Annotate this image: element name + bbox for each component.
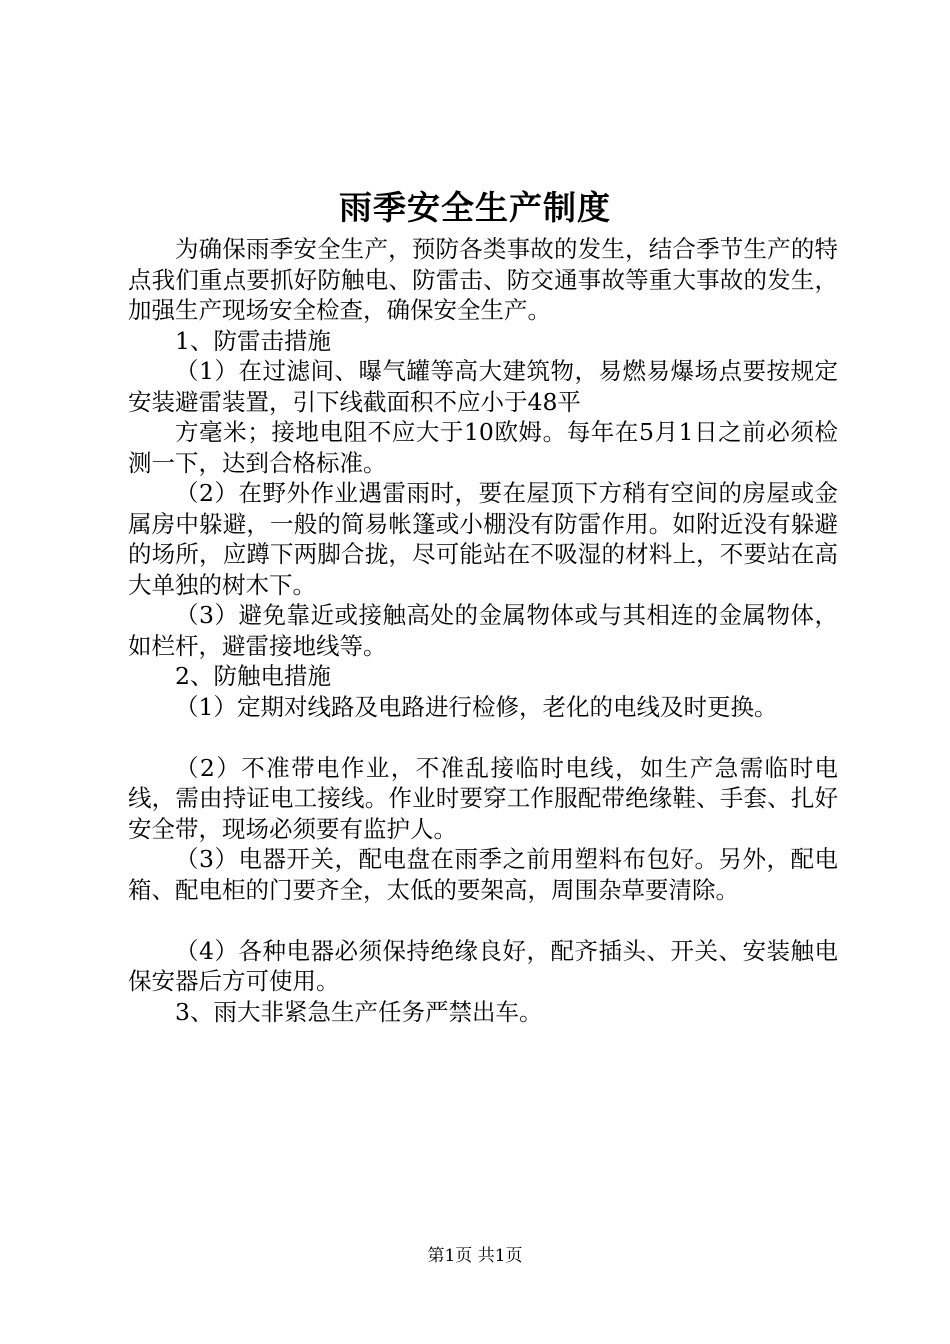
lightning-item-1-part-1: （1）在过滤间、曝气罐等高大建筑物，易燃易爆场点要按规定安装避雷装置，引下线截面积不应小于48平 (128, 357, 838, 416)
intro-paragraph: 为确保雨季安全生产，预防各类事故的发生，结合季节生产的特点我们重点要抓好防触电、防雷击、防交通事故等重大事故的发生，加强生产现场安全检查，确保安全生产。 (128, 235, 838, 324)
lightning-item-3: （3）避免靠近或接触高处的金属物体或与其相连的金属物体，如栏杆，避雷接地线等。 (128, 601, 838, 660)
electric-item-2: （2）不准带电作业，不准乱接临时电线，如生产急需临时电线，需由持证电工接线。作业时要穿工作服配带绝缘鞋、手套、扎好安全带，现场必须要有监护人。 (128, 753, 838, 843)
document-body (128, 234, 838, 1027)
electric-item-4: （4）各种电器必须保持绝缘良好，配齐插头、开关、安装触电保安器后方可使用。 (128, 936, 838, 995)
lightning-item-1-part-2: 方毫米；接地电阻不应大于10欧姆。每年在5月1日之前必须检测一下，达到合格标准。 (128, 418, 838, 477)
lightning-item-2: （2）在野外作业遇雷雨时，要在屋顶下方稍有空间的房屋或金属房中躲避，一般的简易帐篷或小棚没有防雷作用。如附近没有躲避的场所，应蹲下两脚合拢，尽可能站在不吸湿的材料上，不要站在高大单独的树木下。 (128, 479, 838, 599)
page-number-footer: 第1页 共1页 (427, 1246, 523, 1266)
section-heading-lightning: 1、防雷击措施 (175, 326, 331, 355)
section-heading-vehicle: 3、雨大非紧急生产任务严禁出车。 (175, 997, 543, 1026)
document-title: 雨季安全生产制度 (339, 188, 611, 227)
section-heading-electric: 2、防触电措施 (175, 662, 331, 690)
electric-item-3: （3）电器开关，配电盘在雨季之前用塑料布包好。另外，配电箱、配电柜的门要齐全，太低的要架高，周围杂草要清除。 (128, 845, 838, 904)
electric-item-1: （1）定期对线路及电路进行检修，老化的电线及时更换。 (175, 692, 778, 721)
